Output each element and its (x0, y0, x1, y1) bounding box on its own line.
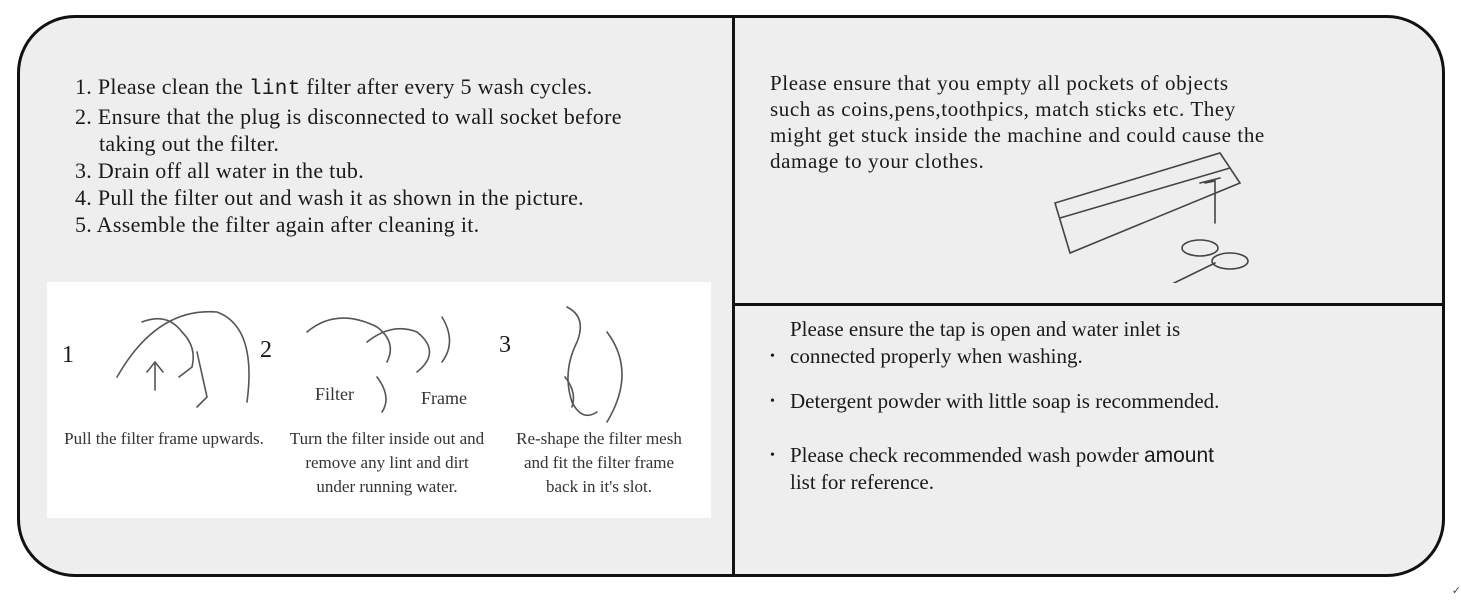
caption-step-1: Pull the filter frame upwards. (64, 429, 264, 448)
hand-2a (307, 318, 390, 362)
pockets-warning: Please ensure that you empty all pockets of objects such as coins,pens,toothpics, match sticks etc. They might get stuck inside the machine and could cause the damage to your clothes. (770, 71, 1265, 173)
filter-label: Filter (315, 384, 354, 404)
figure-number-3: 3 (499, 332, 511, 358)
tip-inlet: Please ensure the tap is open and water inlet is • connected properly when washing. (770, 317, 1181, 368)
toothpick (1170, 263, 1215, 283)
figure-number-2: 2 (260, 337, 272, 363)
caption-step-3: Re-shape the filter mesh and fit the filter frame back in it's slot. (516, 429, 682, 496)
step-1: 1. Please clean the lint filter after every 5 wash cycles. (75, 74, 593, 101)
step-2: 2. Ensure that the plug is disconnected to wall socket before taking out the filter. (75, 104, 622, 156)
caption-step-2: Turn the filter inside out and remove any lint and dirt under running water. (289, 429, 485, 496)
up-arrow (147, 362, 163, 390)
pocket-items-sketch (1040, 143, 1300, 283)
instruction-panel (17, 15, 1445, 577)
figure-number-1: 1 (62, 342, 74, 368)
bullet-icon: • (770, 448, 775, 463)
hand-2b (367, 329, 430, 372)
corner-mark: ✓ (1451, 585, 1461, 597)
pen-body (1055, 153, 1240, 253)
coin-2 (1212, 253, 1248, 269)
drop-2 (442, 317, 450, 362)
coin-1 (1182, 240, 1218, 256)
washing-tips (770, 316, 1350, 496)
vertical-divider (732, 18, 735, 574)
bullet-icon: • (770, 349, 775, 364)
horizontal-divider (735, 303, 1442, 306)
step-4: 4. Pull the filter out and wash it as shown in the picture. (75, 185, 584, 210)
bullet-icon: • (770, 394, 775, 409)
lint-word: lint (249, 78, 301, 101)
frame-label: Frame (421, 388, 467, 408)
tip-detergent: • Detergent powder with little soap is recommended. (770, 389, 1220, 413)
filter-mesh-2 (377, 377, 386, 412)
step-3: 3. Drain off all water in the tub. (75, 158, 364, 183)
filter-illustration (47, 282, 711, 518)
match-stick (1200, 178, 1220, 223)
hand-3 (567, 307, 597, 415)
drum-arc-3 (607, 332, 622, 422)
tip-powder-amount: • Please check recommended wash powder amount list for reference. (770, 443, 1214, 494)
drum-arc-1 (117, 312, 249, 402)
filter-frame-1 (197, 352, 207, 407)
step-5: 5. Assemble the filter again after cleaning it. (75, 212, 480, 237)
filter-steps-list (75, 73, 622, 238)
